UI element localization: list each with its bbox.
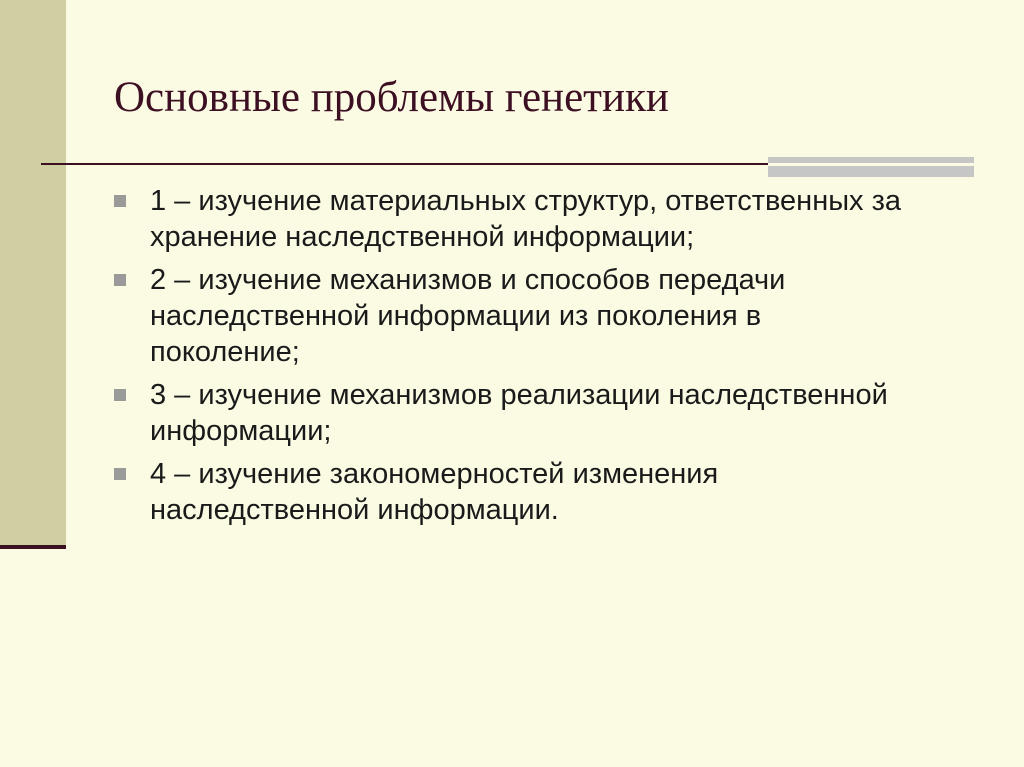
bullet-text: 2 – изучение механизмов и способов передачи наследственной информации из поколения в поколение;: [150, 264, 786, 368]
side-decoration-bar: [0, 0, 66, 546]
bullet-text: 1 – изучение материальных структур, ответственных за хранение наследственной информации;: [150, 185, 902, 253]
slide-title: Основные проблемы генетики: [114, 74, 669, 121]
bullet-text: 3 – изучение механизмов реализации наследственной информации;: [150, 379, 888, 447]
side-decoration-rule: [0, 545, 66, 549]
bullet-item-2: [112, 262, 902, 370]
bullet-text: 4 – изучение закономерностей изменения наследственной информации.: [150, 458, 719, 526]
square-bullet-icon: [114, 468, 126, 480]
title-accent-bar: [768, 157, 974, 177]
square-bullet-icon: [114, 274, 126, 286]
square-bullet-icon: [114, 195, 126, 207]
square-bullet-icon: [114, 389, 126, 401]
bullet-item-4: [112, 456, 902, 528]
bullet-item-1: [112, 183, 902, 255]
bullet-item-3: [112, 377, 902, 449]
bullet-list: [112, 183, 902, 535]
